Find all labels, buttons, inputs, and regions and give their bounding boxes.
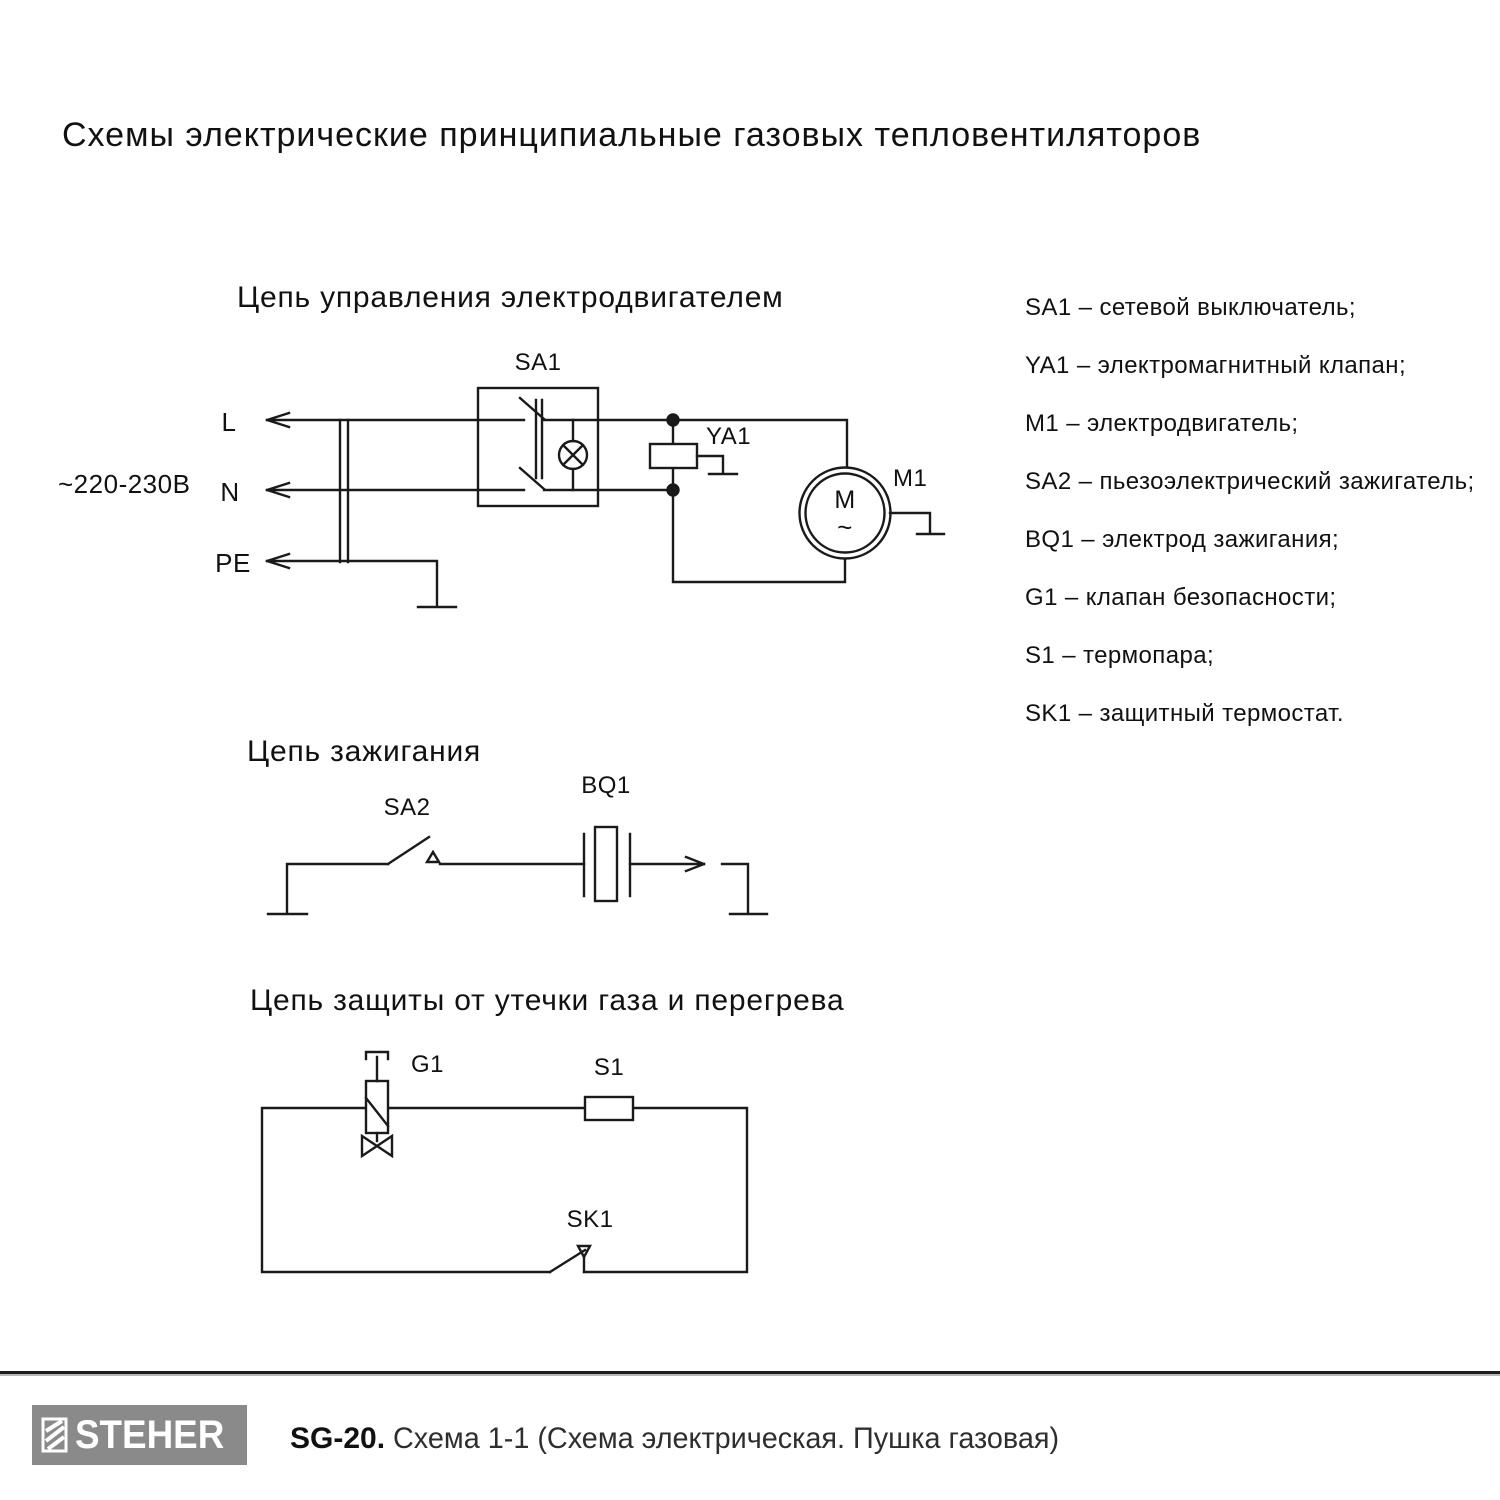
g1-label: G1 <box>411 1051 445 1078</box>
footer-caption-line <box>290 1422 1087 1456</box>
circuit2-title: Цепь зажигания <box>247 735 482 768</box>
model-code: SG-20. <box>290 1422 386 1455</box>
g1-valve-symbol <box>362 1052 392 1156</box>
sk1-thermostat-symbol <box>550 1246 590 1272</box>
circuit3-title: Цепь защиты от утечки газа и перегрева <box>250 984 845 1017</box>
brand-name: STEHER <box>75 1413 225 1457</box>
line-n-label: N <box>220 477 240 507</box>
legend-item-m1: M1 – электродвигатель; <box>1025 410 1299 437</box>
circuit1-title: Цепь управления электродвигателем <box>237 281 784 314</box>
sa1-label: SA1 <box>514 349 562 376</box>
legend <box>1025 296 1475 760</box>
s1-thermocouple-symbol <box>585 1097 633 1120</box>
page-title: Схемы электрические принципиальные газовых тепловентиляторов <box>62 116 1202 154</box>
line-pe-label: PE <box>215 548 251 578</box>
protection-circuit-drawing <box>262 1052 747 1272</box>
sa2-label: SA2 <box>383 794 431 821</box>
steher-hatch-icon <box>41 1417 68 1453</box>
legend-item-g1: G1 – клапан безопасности; <box>1025 584 1337 611</box>
motor-wave-icon: ~ <box>837 512 853 542</box>
sk1-label: SK1 <box>566 1206 614 1233</box>
legend-item-sk1: SK1 – защитный термостат. <box>1025 700 1344 727</box>
legend-item-sa2: SA2 – пьезоэлектрический зажигатель; <box>1025 468 1475 495</box>
line-l-label: L <box>221 407 237 437</box>
motor-letter: M <box>834 486 856 514</box>
s1-label: S1 <box>593 1054 625 1081</box>
sa2-switch-symbol <box>388 837 439 864</box>
brand-logo <box>32 1405 247 1465</box>
footer-divider-shadow <box>0 1374 1500 1376</box>
sa1-switch-symbol <box>478 388 598 506</box>
bq1-label: BQ1 <box>581 772 631 799</box>
legend-item-bq1: BQ1 – электрод зажигания; <box>1025 526 1340 553</box>
legend-item-s1: S1 – термопара; <box>1025 642 1215 669</box>
power-input-lines <box>267 413 478 607</box>
ignition-circuit-drawing <box>268 827 767 914</box>
bq1-electrode-symbol <box>584 827 630 901</box>
legend-item-ya1: YA1 – электромагнитный клапан; <box>1025 352 1407 379</box>
voltage-label: ~220-230В <box>58 469 191 499</box>
legend-item-sa1: SA1 – сетевой выключатель; <box>1025 294 1356 321</box>
m1-label: M1 <box>893 465 928 492</box>
ya1-label: YA1 <box>706 423 752 450</box>
scheme-caption: Схема 1-1 (Схема электрическая. Пушка газовая) <box>393 1422 1060 1455</box>
